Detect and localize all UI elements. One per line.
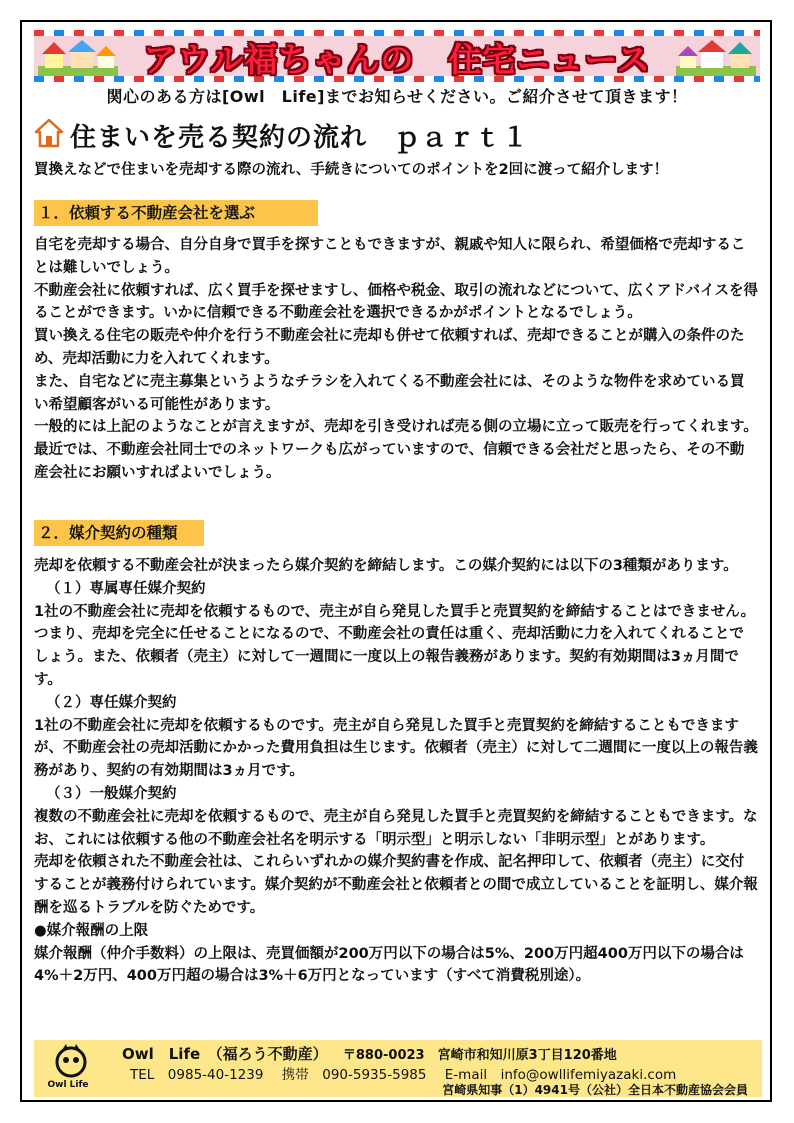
footer-contact — [34, 1040, 762, 1097]
company-address: 〒880-0023 宮崎市和知川原3丁目120番地 — [342, 1048, 617, 1063]
fee-text: 媒介報酬（仲介手数料）の上限は、売買価額が200万円以下の場合は5%、200万円超400万円以下の場合は4%＋2万円、400万円超の場合は3%＋6万円となっています（すべて消費税別途）。 — [34, 945, 744, 985]
section2-heading: ２．媒介契約の種類 — [34, 520, 204, 546]
article-intro: 買換えなどで住まいを売却する際の流れ、手続きについてのポイントを2回に渡って紹介します！ — [34, 162, 669, 178]
section1-body — [34, 234, 758, 485]
section1-paragraph: 一般的には上記のようなことが言えますが、売却を引き受ければ売る側の立場に立って販売を行ってくれます。最近では、不動産会社同士でのネットワークも広がっていますので、信頼できる会社だと思ったら、その不動産会社にお願いすればよいでしょう。 — [34, 419, 758, 481]
banner-title: アウル福ちゃんの 住宅ニュース — [143, 40, 651, 79]
subsection2-text: 1社の不動産会社に売却を依頼するものです。売主が自ら発見した買手と売買契約を締結することもできますが、不動産会社の売却活動にかかった費用負担は生じます。依頼者（売主）に対して二週間に一度以上の報告義務があり、契約の有効期間は3ヵ月です。 — [34, 717, 758, 780]
banner-subtitle: 関心のある方は[Owl Life]までお知らせください。ご紹介させて頂きます！ — [106, 87, 688, 106]
subsection2-title: （２）専任媒介契約 — [46, 694, 177, 711]
fee-title: ●媒介報酬の上限 — [34, 922, 149, 939]
section2-intro: 売却を依頼する不動産会社が決まったら媒介契約を締結します。この媒介契約には以下の3種類があります。 — [34, 558, 738, 574]
license-info: 宮崎県知事（1）4941号（公社）全日本不動産協会会員 — [442, 1083, 748, 1097]
section2-closing: 売却を依頼された不動産会社は、これらいずれかの媒介契約書を作成、記名押印して、依頼者（売主）に交付することが義務付けられています。媒介契約が不動産会社と依頼者との間で成立していることを証明し、媒介報酬を巡るトラブルを防ぐためです。 — [34, 854, 758, 916]
footer-contact-line — [130, 1063, 690, 1083]
section1-heading: １．依頼する不動産会社を選ぶ — [34, 200, 318, 226]
subsection3-text: 複数の不動産会社に売却を依頼するもので、売主が自ら発見した買手と売買契約を締結することもできます。なお、これには依頼する他の不動産会社名を明示する「明示型」と明示しない「非明示型」とがあります。 — [34, 808, 758, 848]
article-title-row — [34, 118, 754, 152]
subsection1-title: （１）専属専任媒介契約 — [46, 580, 206, 597]
email-address[interactable]: E-mail info@owllifemiyazaki.com — [444, 1067, 677, 1083]
company-name: Owl Life （福ろう不動産） — [122, 1045, 328, 1063]
home-icon — [34, 118, 64, 148]
footer-company-line — [122, 1043, 617, 1064]
section1-paragraph: 不動産会社に依頼すれば、広く買手を探せますし、価格や税金、取引の流れなどについて、広くアドバイスを得ることができます。いかに信頼できる不動産会社を選択できるかがポイントとなるでしょう。 — [34, 282, 758, 322]
subsection1-text: 1社の不動産会社に売却を依頼するもので、売主が自ら発見した買手と売買契約を締結することはできません。つまり、売却を完全に任せることになるので、不動産会社の責任は重く、売却活動に力を入れてくれることでしょう。また、依頼者（売主）に対して一週間に一度以上の報告義務があります。契約有効期間は3ヵ月間です。 — [34, 603, 756, 688]
section1-paragraph: 自宅を売却する場合、自分自身で買手を探すこともできますが、親戚や知人に限られ、希望価格で売却することは難しいでしょう。 — [34, 237, 746, 276]
article-title: 住まいを売る契約の流れ ｐａｒｔ１ — [70, 123, 530, 153]
section1-paragraph: また、自宅などに売主募集というようなチラシを入れてくる不動産会社には、そのような物件を求めている買い希望顧客がいる可能性があります。 — [34, 373, 745, 413]
mobile-number[interactable]: 携帯 090-5935-5985 — [281, 1067, 427, 1083]
phone-number[interactable]: TEL 0985-40-1239 — [130, 1067, 264, 1083]
subsection3-title: （３）一般媒介契約 — [46, 785, 177, 802]
section2-body — [34, 555, 758, 988]
logo-text: Owl Life — [47, 1080, 89, 1090]
section1-paragraph: 買い換える住宅の販売や仲介を行う不動産会社に売却も併せて依頼すれば、売却できることが購入の条件のため、売却活動に力を入れてくれます。 — [34, 328, 745, 367]
news-banner — [34, 30, 760, 106]
